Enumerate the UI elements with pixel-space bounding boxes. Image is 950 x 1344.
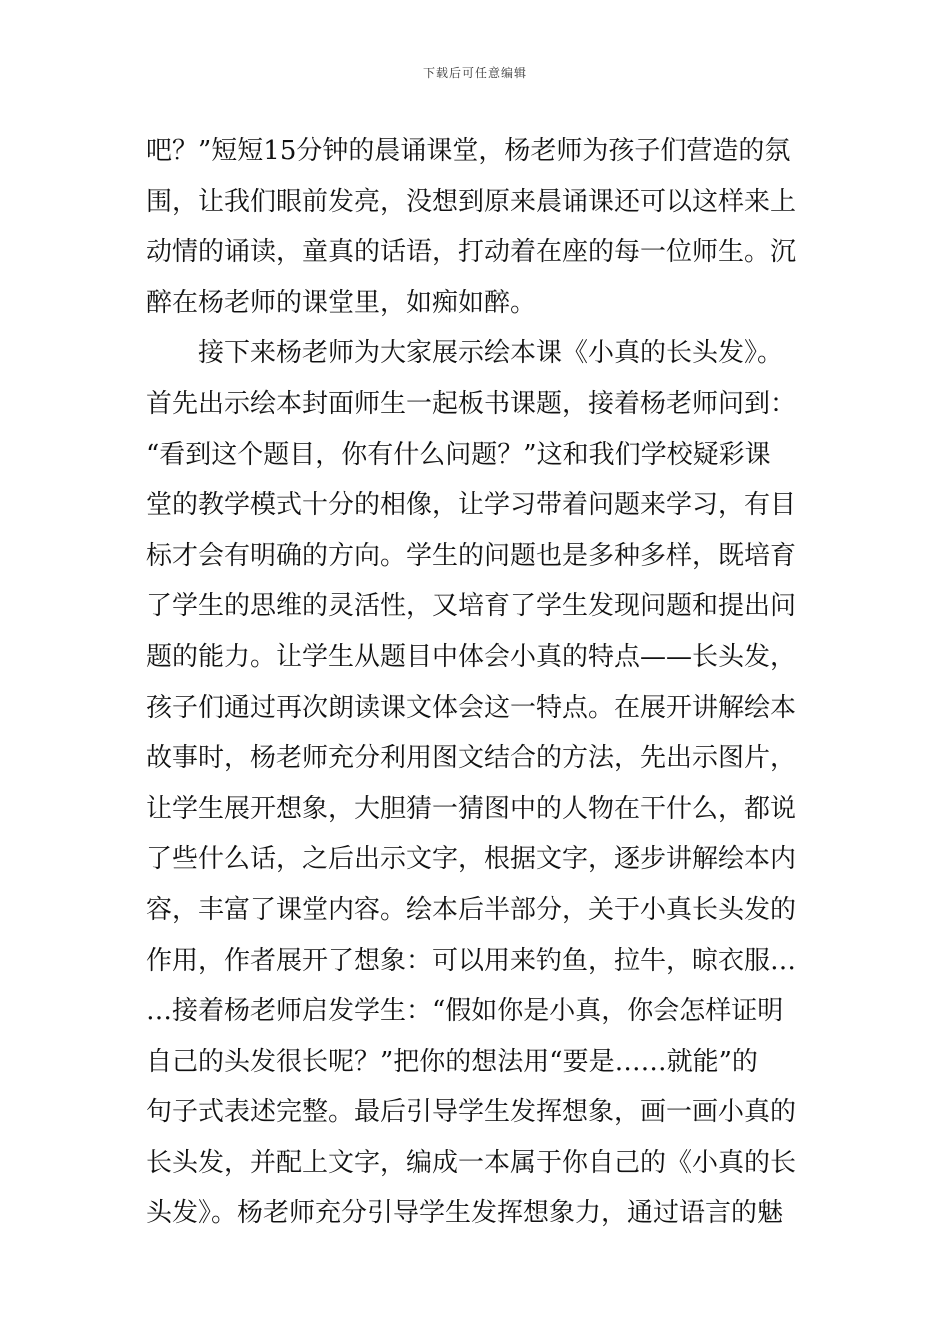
text-line: 容，丰富了课堂内容。绘本后半部分，关于小真长头发的 (146, 894, 797, 925)
text-line: 作用，作者展开了想象：可以用来钓鱼，拉牛，晾衣服… (146, 945, 797, 976)
text-line: 首先出示绘本封面师生一起板书课题，接着杨老师问到： (146, 388, 797, 419)
text-line: 吧？”短短15分钟的晨诵课堂，杨老师为孩子们营造的氛 (146, 136, 791, 166)
text-line: 孩子们通过再次朗读课文体会这一特点。在展开讲解绘本 (146, 692, 797, 723)
text-line: 长头发，并配上文字，编成一本属于你自己的《小真的长 (146, 1147, 797, 1178)
text-line: 标才会有明确的方向。学生的问题也是多种多样，既培育 (146, 540, 797, 571)
document-body (146, 126, 810, 1239)
text-line: 接下来杨老师为大家展示绘本课《小真的长头发》。 (146, 338, 784, 369)
text-line: …接着杨老师启发学生：“假如你是小真，你会怎样证明 (146, 996, 784, 1027)
text-line: 了学生的思维的灵活性，又培育了学生发现问题和提出问 (146, 591, 797, 622)
page-header: 下载后可任意编辑 (422, 66, 527, 80)
text-line: 头发》。杨老师充分引导学生发挥想象力，通过语言的魅 (146, 1198, 784, 1229)
text-line: 醉在杨老师的课堂里，如痴如醉。 (146, 287, 537, 318)
text-line: 围，让我们眼前发亮，没想到原来晨诵课还可以这样来上 (146, 186, 797, 217)
text-line: “看到这个题目，你有什么问题？”这和我们学校疑彩课 (146, 439, 771, 470)
text-line: 堂的教学模式十分的相像，让学习带着问题来学习，有目 (146, 490, 797, 521)
text-line: 了些什么话，之后出示文字，根据文字，逐步讲解绘本内 (146, 844, 797, 875)
text-line: 自己的头发很长呢？”把你的想法用“要是……就能”的 (146, 1046, 758, 1077)
text-line: 题的能力。让学生从题目中体会小真的特点——长头发， (146, 641, 797, 672)
text-line: 让学生展开想象，大胆猜一猜图中的人物在干什么，都说 (146, 793, 797, 824)
text-line: 故事时，杨老师充分利用图文结合的方法，先出示图片， (146, 743, 797, 774)
text-line: 句子式表述完整。最后引导学生发挥想象，画一画小真的 (146, 1097, 797, 1128)
text-line: 动情的诵读，童真的话语，打动着在座的每一位师生。沉 (146, 237, 797, 268)
